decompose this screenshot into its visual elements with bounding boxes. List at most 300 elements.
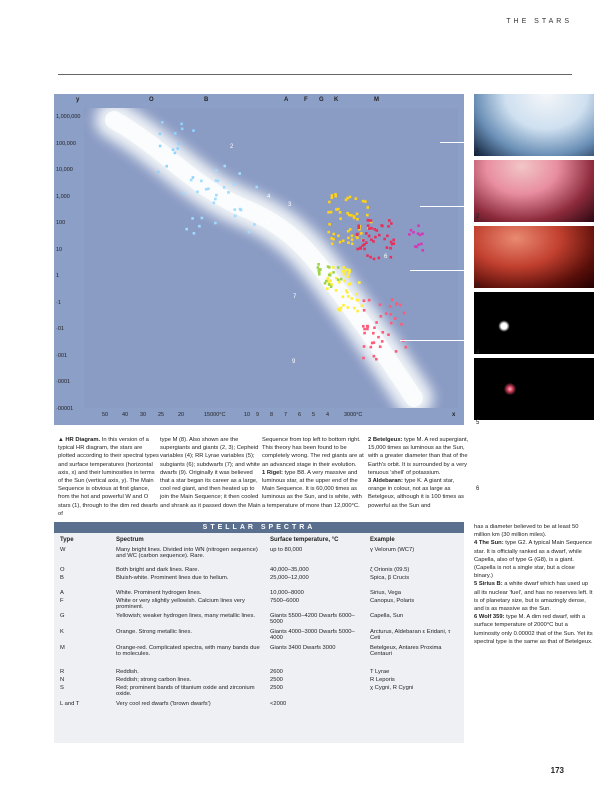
star-point <box>381 225 384 228</box>
star-point <box>339 217 342 220</box>
star-point <box>337 235 340 238</box>
cell-example: Betelgeux, Antares Proxima Centauri <box>370 645 442 658</box>
hr-diagram <box>54 94 464 425</box>
star-point <box>198 225 201 228</box>
star-point <box>347 295 350 298</box>
cell-spectrum: Orange. Strong metallic lines. <box>116 629 193 635</box>
star-point <box>388 219 391 222</box>
caption-aldebaran-title: 3 Aldebaran: <box>368 478 403 485</box>
star-point <box>185 228 188 231</box>
star-point <box>372 332 375 335</box>
star-point <box>380 315 383 318</box>
star-point <box>387 225 390 228</box>
cell-temperature: 25,000–12,000 <box>270 575 309 581</box>
star-point <box>408 233 411 236</box>
region-number: 6 <box>384 254 388 260</box>
stellar-spectra-table <box>54 522 464 752</box>
star-point <box>248 231 251 234</box>
cell-example: T Lyrae <box>370 669 390 675</box>
star-point <box>331 243 334 246</box>
star-point <box>373 341 376 344</box>
star-point <box>345 289 348 292</box>
region-number: 9 <box>292 359 296 365</box>
star-point <box>159 133 162 136</box>
star-point <box>335 289 338 292</box>
star-point <box>327 277 330 280</box>
star-point <box>342 240 345 243</box>
star-point <box>333 233 336 236</box>
star-point <box>332 271 335 274</box>
spectral-class-label: K <box>334 97 339 103</box>
star-point <box>373 326 376 329</box>
star-point <box>342 296 345 299</box>
caption-heading: ▲ HR Diagram. <box>58 437 101 443</box>
region-number: 8 <box>376 332 380 338</box>
star-point <box>178 143 181 146</box>
cell-temperature: 2500 <box>270 677 283 683</box>
star-point <box>389 313 392 316</box>
caption-col-3 <box>262 436 364 510</box>
star-point <box>376 229 379 232</box>
cell-temperature: <2000 <box>270 701 287 707</box>
y-tick-label: ·00001 <box>56 405 74 412</box>
star-point <box>403 312 406 315</box>
star-point <box>378 257 381 260</box>
star-point <box>157 171 160 174</box>
table-body <box>54 533 464 743</box>
pointer-line-1 <box>440 142 476 143</box>
star-point <box>253 223 256 226</box>
star-point <box>373 355 376 358</box>
cell-example: R Leporis <box>370 677 395 683</box>
pointer-line-4 <box>400 340 476 341</box>
star-point <box>405 346 408 349</box>
spectral-class-label: A <box>284 97 289 103</box>
col-header-temperature: Surface temperature, °C <box>270 537 339 543</box>
star-point <box>349 228 352 231</box>
spectral-class-label: G <box>319 97 324 103</box>
pointer-line-2 <box>420 206 476 207</box>
star-point <box>373 258 376 261</box>
star-point <box>234 215 237 218</box>
star-point <box>213 202 216 205</box>
star-point <box>381 340 384 343</box>
y-tick-label: 1,000,000 <box>56 114 81 120</box>
star-point <box>355 197 358 200</box>
caption-betelgeux-title: 2 Betelgeux: <box>368 437 403 443</box>
star-point <box>365 241 368 244</box>
star-point <box>367 219 370 222</box>
star-point <box>366 325 369 328</box>
sidebar-wolf-title: 6 Wolf 359: <box>474 614 505 621</box>
star-point <box>239 208 242 211</box>
star-point <box>215 194 218 197</box>
star-point <box>399 304 402 307</box>
star-point <box>326 287 329 290</box>
star-point <box>389 247 392 250</box>
photo-aldebaran <box>474 226 594 288</box>
spectral-class-label: F <box>304 97 308 103</box>
photo-number-4: 4 <box>476 350 480 356</box>
star-point <box>347 237 350 240</box>
star-point <box>362 239 365 242</box>
cell-example: Capella, Sun <box>370 613 404 619</box>
star-point <box>338 281 341 284</box>
star-point <box>422 249 425 252</box>
star-point <box>347 272 350 275</box>
star-point <box>331 196 334 199</box>
cell-example: γ Velorum (WC7) <box>370 547 415 553</box>
photo-number-3: 3 <box>476 283 480 289</box>
star-point <box>328 223 331 226</box>
star-point <box>347 306 350 309</box>
star-point <box>191 217 194 220</box>
cell-spectrum: White. Prominent hydrogen lines. <box>116 590 202 596</box>
star-point <box>327 231 330 234</box>
header-rule <box>58 74 572 75</box>
cell-spectrum: Reddish; strong carbon lines. <box>116 677 192 683</box>
sidebar-text <box>474 523 594 646</box>
star-point <box>392 239 395 242</box>
star-point <box>200 180 203 183</box>
spectral-class-label: O <box>149 97 154 103</box>
star-point <box>215 169 218 172</box>
star-point <box>340 307 343 310</box>
caption-text-3a: Sequence from top left to bottom right. This theory has been found to be completely wrong. The red giants are at an advanced stage in their evolution. <box>262 437 364 468</box>
cell-type: G <box>60 613 65 619</box>
star-point <box>372 240 375 243</box>
cell-example: Arcturus, Aldebaran ε Eridani, τ Ceti <box>370 629 451 642</box>
star-point <box>165 165 168 168</box>
star-point <box>318 268 321 271</box>
region-number: 2 <box>230 144 234 150</box>
caption-text-4b: type K. A giant star, orange in colour, not as large as Betelgeux, although it is 100 times as powerful as the Sun and <box>368 478 465 509</box>
cell-spectrum: Yellowish; weaker hydrogen lines, many metallic lines. <box>116 613 255 619</box>
cell-example: χ Cygni, R Cygni <box>370 685 414 691</box>
caption-col-1 <box>58 436 160 518</box>
y-tick-label: ·01 <box>56 326 64 332</box>
star-point <box>329 279 332 282</box>
star-point <box>190 179 193 182</box>
star-point <box>339 241 342 244</box>
cell-spectrum: Orange-red. Complicated spectra, with many bands due to molecules. <box>116 645 260 658</box>
cell-spectrum: Many bright lines. Divided into WN (nitrogen sequence) and WC (carbon sequence). Rare. <box>116 547 258 560</box>
star-point <box>238 172 241 175</box>
star-point <box>363 332 366 335</box>
star-point <box>337 266 340 269</box>
cell-spectrum: Very cool red dwarfs ('brown dwarfs') <box>116 701 211 707</box>
star-point <box>420 243 423 246</box>
pointer-line-3 <box>410 270 476 271</box>
cell-example: Sirius, Vega <box>370 590 401 596</box>
star-point <box>340 278 343 281</box>
star-point <box>358 281 361 284</box>
star-point <box>350 214 353 217</box>
star-point <box>356 310 359 313</box>
star-point <box>344 270 347 273</box>
x-tick-label: 5 <box>312 412 316 418</box>
running-head: THE STARS <box>506 18 572 25</box>
cell-type: K <box>60 629 64 635</box>
star-point <box>387 333 390 336</box>
x-tick-label: 4 <box>326 412 330 418</box>
x-tick-label: 9 <box>256 412 260 418</box>
star-point <box>214 198 217 201</box>
star-point <box>347 241 350 244</box>
star-point <box>183 192 186 195</box>
star-point <box>192 129 195 132</box>
cell-spectrum: White or very slightly yellowish. Calcium lines very prominent. <box>116 598 245 611</box>
star-point <box>370 219 373 222</box>
y-tick-label: 1,000 <box>56 193 70 200</box>
photo-number-2: 2 <box>476 214 480 220</box>
star-point <box>360 232 363 235</box>
caption-col-4 <box>368 436 470 510</box>
star-point <box>223 165 226 168</box>
star-point <box>233 183 236 186</box>
cell-temperature: 10,000–8000 <box>270 590 304 596</box>
photo-betelgeux <box>474 160 594 222</box>
cell-temperature: Giants 3400 Dwarfs 3000 <box>270 645 336 651</box>
hr-plot-svg <box>84 108 458 408</box>
star-point <box>366 214 369 217</box>
star-point <box>337 278 340 281</box>
y-tick-label: 10,000 <box>56 167 73 173</box>
star-point <box>390 222 393 225</box>
region-number: 4 <box>267 194 271 200</box>
star-point <box>383 238 386 241</box>
star-point <box>227 191 230 194</box>
cell-temperature: 40,000–35,000 <box>270 567 309 573</box>
cell-spectrum: Red; prominent bands of titanium oxide and zirconium oxide. <box>116 685 255 698</box>
star-point <box>396 303 399 306</box>
star-point <box>217 180 220 183</box>
star-point <box>176 147 179 150</box>
star-point <box>374 236 377 239</box>
star-point <box>349 196 352 199</box>
star-point <box>331 194 334 197</box>
cell-spectrum: Reddish. <box>116 669 139 675</box>
cell-temperature: 2500 <box>270 685 283 691</box>
star-point <box>327 265 330 268</box>
col-header-example: Example <box>370 537 395 543</box>
star-point <box>223 186 226 189</box>
cell-temperature: Giants 4000–3000 Dwarfs 5000–4000 <box>270 629 355 642</box>
sidebar-p2: type G2. A typical Main Sequence star. It is officially ranked as a dwarf, while Capella, also of type G (G8), is a giant. (Capella is not a single star, but a close binary.) <box>474 540 592 580</box>
cell-temperature: Giants 5500–4200 Dwarfs 6000–5000 <box>270 613 355 626</box>
star-point <box>385 312 388 315</box>
caption-text-3b: type B8. A very massive and luminous star, at the upper end of the Main Sequence. It is 60,000 times as luminous as the Sun, and is white, with a temperature of more than 12,000°C. <box>262 469 362 509</box>
photo-sun <box>474 292 594 354</box>
star-point <box>361 305 364 308</box>
sidebar-sun-title: 4 The Sun: <box>474 540 504 547</box>
caption-text-1: In this version of a typical HR diagram, the stars are plotted according to their spectral types and surface temperatures (horizontal axis, x) and their luminosities in terms of the Sun (vertical axis, y). The Main Sequence is obvious at first glance, from the hot and powerful W and O stars (1), through to the dim red dwarfs of <box>58 437 159 517</box>
star-point <box>201 217 204 220</box>
star-point <box>317 263 320 266</box>
star-point <box>375 358 378 361</box>
star-point <box>325 280 328 283</box>
table-title: STELLAR SPECTRA <box>54 522 464 533</box>
x-tick-label: 15000°C <box>204 412 226 418</box>
star-point <box>357 226 360 229</box>
star-point <box>343 266 346 269</box>
axis-letter: y <box>76 97 80 103</box>
star-point <box>351 235 354 238</box>
cell-type: R <box>60 669 65 675</box>
star-point <box>332 266 335 269</box>
star-point <box>355 293 358 296</box>
star-point <box>347 276 350 279</box>
x-tick-label: 50 <box>102 412 109 418</box>
star-point <box>196 191 199 194</box>
star-point <box>415 246 418 249</box>
star-point <box>379 345 382 348</box>
region-number: 5 <box>266 220 270 226</box>
y-tick-label: ·001 <box>56 352 68 359</box>
star-point <box>417 224 420 227</box>
star-point <box>393 242 396 245</box>
cell-type: W <box>60 547 66 553</box>
star-point <box>351 243 354 246</box>
star-point <box>159 145 162 148</box>
star-point <box>389 305 392 308</box>
star-point <box>346 212 349 215</box>
spectral-class-label: M <box>374 97 379 103</box>
star-point <box>337 308 340 311</box>
star-point <box>386 235 389 238</box>
star-point <box>400 323 403 326</box>
x-tick-label: 25 <box>158 412 165 418</box>
y-tick-label: 100,000 <box>56 140 76 147</box>
col-header-spectrum: Spectrum <box>116 537 144 543</box>
star-point <box>335 208 338 211</box>
star-point <box>351 238 354 241</box>
star-point <box>419 234 422 237</box>
photo-number-1: 1 <box>476 148 480 154</box>
cell-temperature: up to 80,000 <box>270 547 303 553</box>
star-point <box>342 304 345 307</box>
star-point <box>353 307 356 310</box>
x-tick-label: 20 <box>178 412 185 418</box>
cell-example: ζ Orionis (09.5) <box>370 567 410 573</box>
star-point <box>363 328 366 331</box>
cell-type: A <box>60 590 64 596</box>
caption-text-2: type M (8). Also shown are the supergiants and giants (2, 3); Cepheid variables (4); RR Lyrae variables (5); subgiants (6); subdwarfs (7); and white dwarfs (9). Originally it was believed that a star began its career as a large, cool red giant, and then heated up to join the Main Sequence; it then cooled and shrank as it passed down the Main <box>160 437 261 509</box>
star-point <box>357 299 360 302</box>
star-point <box>214 222 217 225</box>
star-point <box>356 213 359 216</box>
cell-type: O <box>60 567 65 573</box>
star-point <box>192 176 195 179</box>
star-point <box>368 299 371 302</box>
star-point <box>382 331 385 334</box>
star-point <box>365 232 368 235</box>
star-point <box>161 121 164 124</box>
cell-type: N <box>60 677 65 683</box>
cell-type: L and T <box>60 701 80 707</box>
x-tick-label: 30 <box>140 412 147 418</box>
y-tick-label: 10 <box>56 246 63 253</box>
star-point <box>174 152 177 155</box>
cell-type: F <box>60 598 64 604</box>
star-point <box>366 254 369 257</box>
star-point <box>327 211 330 214</box>
photo-rigel <box>474 94 594 156</box>
star-point <box>348 269 351 272</box>
star-point <box>390 256 393 259</box>
star-point <box>362 200 365 203</box>
star-point <box>181 128 184 131</box>
star-point <box>394 317 397 320</box>
cell-example: Canopus, Polaris <box>370 598 415 604</box>
cell-spectrum: Both bright and dark lines. Rare. <box>116 567 200 573</box>
x-tick-label: 8 <box>270 412 274 418</box>
star-point <box>334 193 337 196</box>
star-point <box>363 299 366 302</box>
star-point <box>346 197 349 200</box>
star-point <box>366 206 369 209</box>
region-number: 7 <box>293 294 297 300</box>
y-tick-label: ·0001 <box>56 379 71 385</box>
star-point <box>318 273 321 276</box>
star-point <box>351 297 354 300</box>
x-tick-label: 7 <box>284 412 288 418</box>
star-point <box>349 282 352 285</box>
star-point <box>363 248 366 251</box>
star-point <box>205 188 208 191</box>
star-point <box>343 280 346 283</box>
caption-rigel-title: 1 Rigel: <box>262 469 283 476</box>
star-point <box>379 303 382 306</box>
cell-type: B <box>60 575 64 581</box>
cell-type: S <box>60 685 64 691</box>
star-point <box>370 227 373 230</box>
star-point <box>362 357 365 360</box>
region-number: 1 <box>148 134 152 140</box>
hr-plot-area <box>84 108 458 408</box>
star-point <box>370 346 373 349</box>
star-point <box>366 328 369 331</box>
star-point <box>369 256 372 259</box>
star-point <box>412 231 415 234</box>
sidebar-p4: type M. A dim red dwarf, with a surface temperature of 2000°C but a luminosity only 0.00002 that of the Sun. Yet its spectral type is the same as that of Betelgeux. <box>474 614 593 645</box>
star-point <box>174 132 177 135</box>
caption-col-2 <box>160 436 262 510</box>
star-point <box>362 325 365 328</box>
cell-temperature: 7500–6000 <box>270 598 300 604</box>
y-tick-label: 1 <box>56 273 60 279</box>
star-point <box>328 283 331 286</box>
star-point <box>343 273 346 276</box>
star-point <box>339 211 342 214</box>
spectral-class-label: B <box>204 97 209 103</box>
sidebar-siriusb-title: 5 Sirius B: <box>474 581 503 588</box>
star-point <box>375 321 378 324</box>
sidebar-p1: has a diameter believed to be at least 50 million km (30 million miles). <box>474 524 579 539</box>
star-point <box>368 235 371 238</box>
region-number: 3 <box>288 202 292 208</box>
x-tick-label: 3000°C <box>344 412 363 418</box>
star-point <box>363 309 366 312</box>
star-point <box>386 246 389 249</box>
star-point <box>328 274 331 277</box>
star-point <box>355 234 358 237</box>
photo-sirius-b <box>474 358 594 420</box>
photo-number-5: 5 <box>476 420 480 426</box>
star-point <box>193 232 196 235</box>
star-point <box>356 218 359 221</box>
y-tick-label: 100 <box>56 220 66 226</box>
